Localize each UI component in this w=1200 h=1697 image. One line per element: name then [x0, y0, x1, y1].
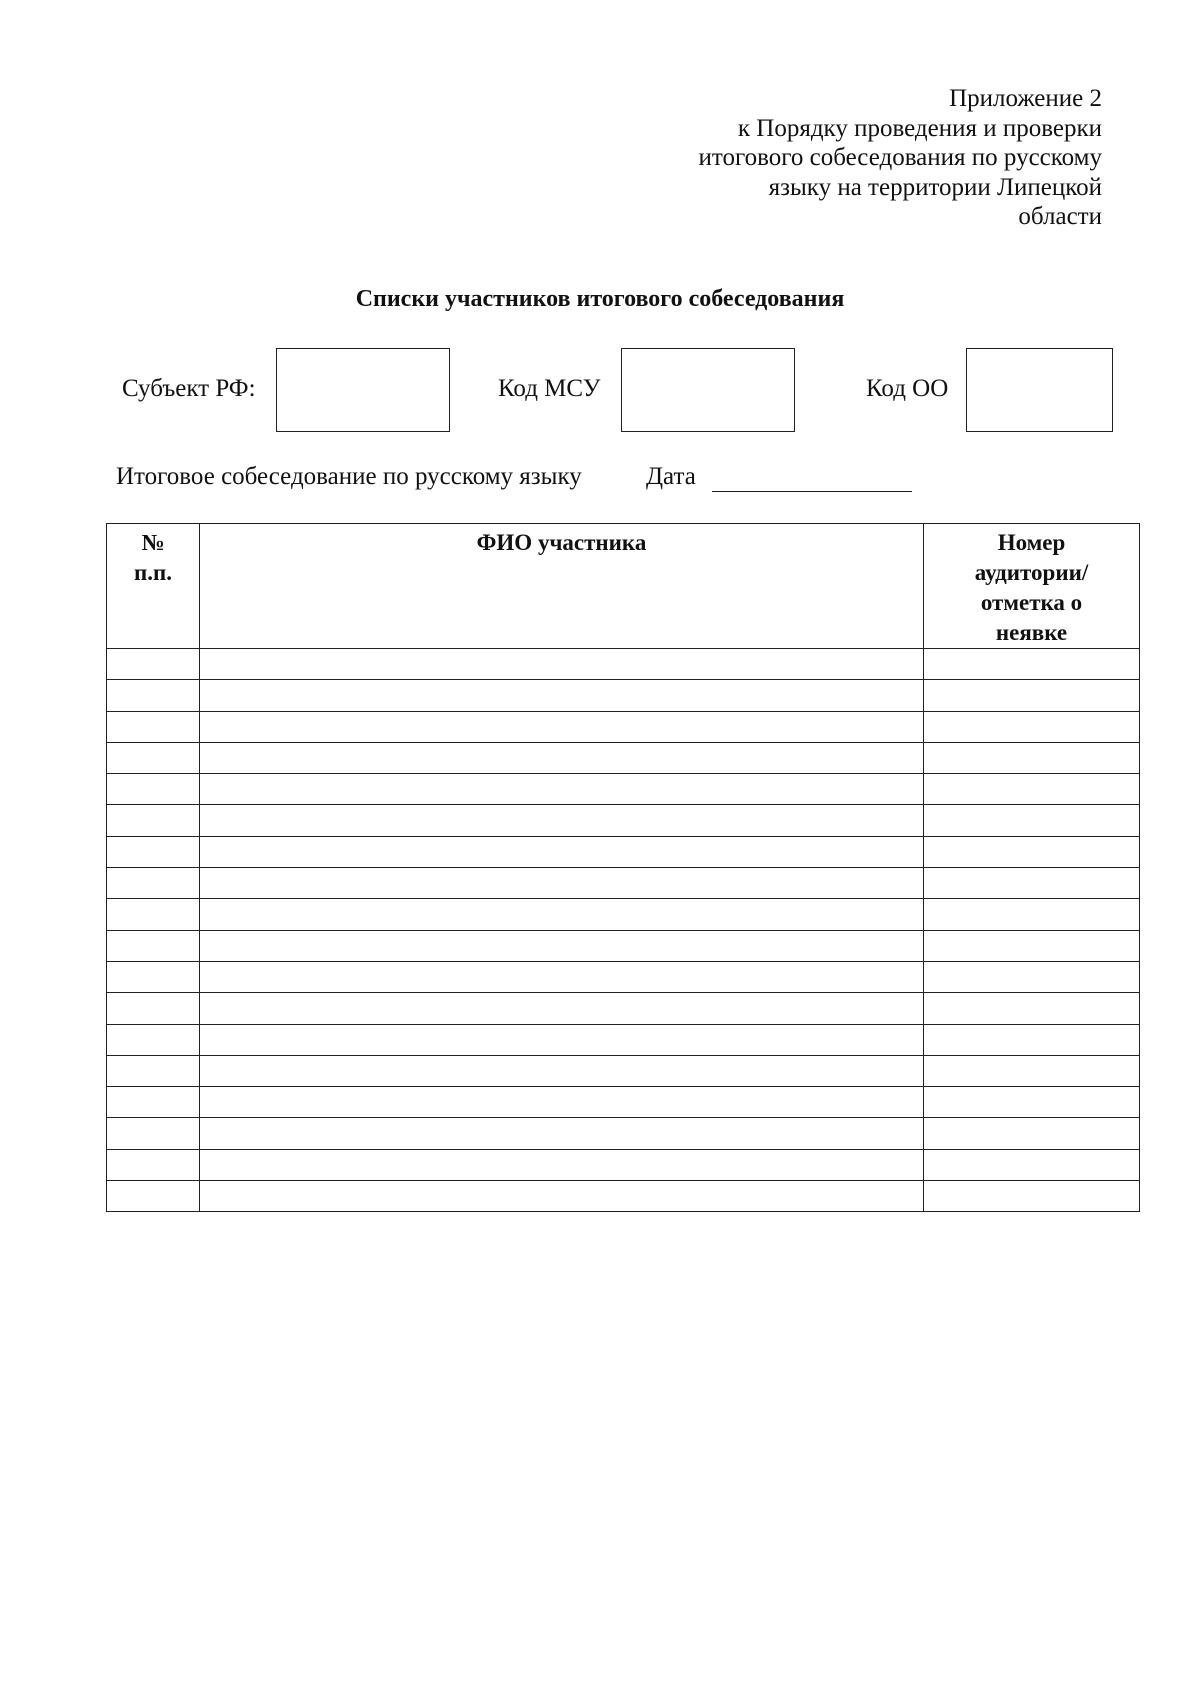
room-cell[interactable]: [924, 961, 1140, 992]
table-header-row: [107, 524, 1140, 649]
table-row: [107, 899, 1140, 930]
room-cell[interactable]: [924, 899, 1140, 930]
appendix-line: языку на территории Липецкой: [768, 173, 1102, 201]
table-row: [107, 1087, 1140, 1118]
table-row: [107, 649, 1140, 680]
number-cell[interactable]: [107, 774, 200, 805]
number-cell[interactable]: [107, 899, 200, 930]
fio-cell[interactable]: [200, 868, 924, 899]
exam-name: Итоговое собеседование по русскому языку: [116, 463, 582, 490]
fio-cell[interactable]: [200, 680, 924, 711]
table-row: [107, 1024, 1140, 1055]
appendix-line: Приложение 2: [949, 85, 1102, 112]
number-cell[interactable]: [107, 1149, 200, 1180]
number-cell[interactable]: [107, 1024, 200, 1055]
header-room-line: Номер: [997, 530, 1066, 555]
room-cell[interactable]: [924, 680, 1140, 711]
table-row: [107, 1118, 1140, 1149]
fio-cell[interactable]: [200, 1024, 924, 1055]
appendix-block: [542, 84, 1102, 232]
room-cell[interactable]: [924, 868, 1140, 899]
number-cell[interactable]: [107, 993, 200, 1024]
fio-cell[interactable]: [200, 805, 924, 836]
fio-cell[interactable]: [200, 1087, 924, 1118]
number-cell[interactable]: [107, 1181, 200, 1212]
table-row: [107, 930, 1140, 961]
fio-cell[interactable]: [200, 1055, 924, 1086]
table-row: [107, 1181, 1140, 1212]
table-row: [107, 805, 1140, 836]
fio-cell[interactable]: [200, 961, 924, 992]
number-cell[interactable]: [107, 1087, 200, 1118]
fio-cell[interactable]: [200, 993, 924, 1024]
room-cell[interactable]: [924, 774, 1140, 805]
header-room-line: неявке: [995, 620, 1068, 645]
header-fio: ФИО участника: [200, 524, 924, 649]
table-row: [107, 868, 1140, 899]
page-title: Списки участников итогового собеседования: [355, 286, 845, 312]
number-cell[interactable]: [107, 868, 200, 899]
number-cell[interactable]: [107, 649, 200, 680]
table-row: [107, 742, 1140, 773]
number-cell[interactable]: [107, 930, 200, 961]
table-row: [107, 680, 1140, 711]
number-cell[interactable]: [107, 836, 200, 867]
table-row: [107, 711, 1140, 742]
header-room: [924, 524, 1140, 649]
room-cell[interactable]: [924, 805, 1140, 836]
header-room-line: отметка о: [980, 590, 1083, 615]
room-cell[interactable]: [924, 649, 1140, 680]
number-cell[interactable]: [107, 711, 200, 742]
fio-cell[interactable]: [200, 774, 924, 805]
subject-label: Субъект РФ:: [122, 375, 256, 402]
msu-code-box[interactable]: [621, 348, 795, 432]
oo-code-box[interactable]: [966, 348, 1113, 432]
appendix-line: итогового собеседования по русскому: [698, 144, 1102, 171]
msu-label: Код МСУ: [498, 375, 601, 402]
number-cell[interactable]: [107, 961, 200, 992]
oo-label: Код ОО: [866, 375, 949, 402]
room-cell[interactable]: [924, 1118, 1140, 1149]
room-cell[interactable]: [924, 742, 1140, 773]
fio-cell[interactable]: [200, 649, 924, 680]
date-field[interactable]: [712, 491, 912, 492]
fio-cell[interactable]: [200, 1118, 924, 1149]
room-cell[interactable]: [924, 993, 1140, 1024]
room-cell[interactable]: [924, 1055, 1140, 1086]
table-body: [107, 649, 1140, 1212]
table-row: [107, 993, 1140, 1024]
room-cell[interactable]: [924, 1181, 1140, 1212]
number-cell[interactable]: [107, 1055, 200, 1086]
appendix-line: области: [1018, 203, 1102, 230]
header-number-line: п.п.: [133, 560, 172, 585]
fio-cell[interactable]: [200, 1181, 924, 1212]
fio-cell[interactable]: [200, 899, 924, 930]
number-cell[interactable]: [107, 805, 200, 836]
room-cell[interactable]: [924, 1024, 1140, 1055]
table-row: [107, 1055, 1140, 1086]
room-cell[interactable]: [924, 711, 1140, 742]
fio-cell[interactable]: [200, 711, 924, 742]
table-row: [107, 1149, 1140, 1180]
number-cell[interactable]: [107, 742, 200, 773]
room-cell[interactable]: [924, 1087, 1140, 1118]
number-cell[interactable]: [107, 1118, 200, 1149]
table-row: [107, 836, 1140, 867]
header-room-line: аудитории/: [974, 560, 1089, 585]
room-cell[interactable]: [924, 1149, 1140, 1180]
room-cell[interactable]: [924, 836, 1140, 867]
participants-table: [106, 523, 1140, 1212]
number-cell[interactable]: [107, 680, 200, 711]
fio-cell[interactable]: [200, 742, 924, 773]
fio-cell[interactable]: [200, 836, 924, 867]
header-number: [107, 524, 200, 649]
table-row: [107, 961, 1140, 992]
header-number-line: №: [141, 530, 165, 555]
subject-code-box[interactable]: [276, 348, 450, 432]
appendix-line: к Порядку проведения и проверки: [737, 114, 1102, 142]
date-label: Дата: [646, 463, 696, 490]
table-row: [107, 774, 1140, 805]
fio-cell[interactable]: [200, 930, 924, 961]
fio-cell[interactable]: [200, 1149, 924, 1180]
room-cell[interactable]: [924, 930, 1140, 961]
